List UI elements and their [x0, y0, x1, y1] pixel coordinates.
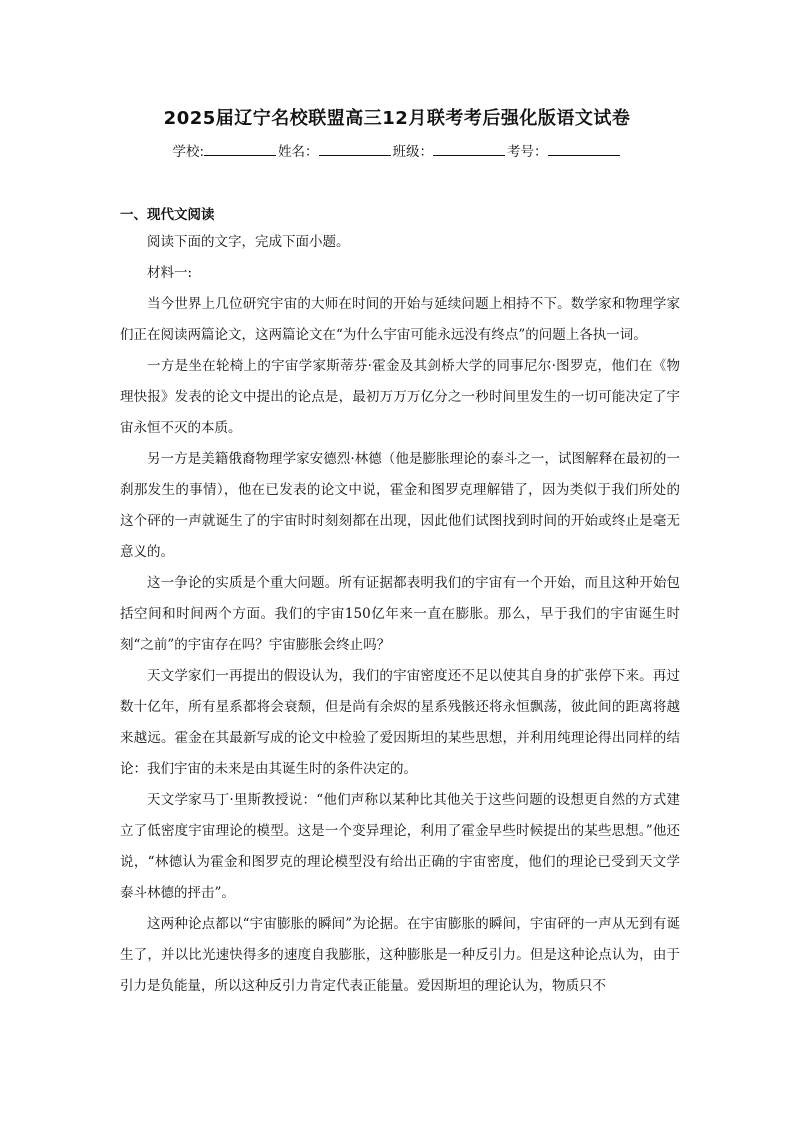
paragraph: 一方是坐在轮椅上的宇宙学家斯蒂芬·霍金及其剑桥大学的同事尼尔·图罗克，他们在《物理快报》发表的论文中提出的论点是，最初万万万亿分之一秒时间里发生的一切可能决定了宇宙永恒不灭的本质。 — [120, 358, 680, 436]
name-label: 姓名： — [278, 144, 319, 160]
paragraph: 天文学家们一再提出的假设认为，我们的宇宙密度还不足以使其自身的扩张停下来。再过数十亿年，所有星系都将会衰颓，但是尚有余烬的星系残骸还将永恒飘荡，彼此间的距离将越来越远。霍金在其最新写成的论文中检验了爱因斯坦的某些思想，并利用纯理论得出同样的结论：我们宇宙的未来是由其诞生时的条件决定的。 — [120, 668, 680, 777]
reading-passage — [120, 227, 680, 1002]
paragraph: 这一争论的实质是个重大问题。所有证据都表明我们的宇宙有一个开始，而且这种开始包括空间和时间两个方面。我们的宇宙150亿年来一直在膨胀。那么，早于我们的宇宙诞生时刻“之前”的宇宙存在吗？宇宙膨胀会终止吗？ — [120, 575, 680, 653]
exam-number-label: 考号： — [507, 144, 548, 160]
student-info-row — [0, 140, 794, 160]
material-label: 材料一: — [147, 265, 193, 281]
exam-number-blank[interactable] — [548, 142, 620, 156]
paragraph: 另一方是美籍俄裔物理学家安德烈·林德（他是膨胀理论的泰斗之一，试图解释在最初的一刹那发生的事情），他在已发表的论文中说，霍金和图罗克理解错了，因为类似于我们所处的这个砰的一声就诞生了的宇宙时时刻刻都在出现，因此他们试图找到时间的开始或终止是毫无意义的。 — [120, 451, 680, 560]
paragraph: 当今世界上几位研究宇宙的大师在时间的开始与延续问题上相持不下。数学家和物理学家们正在阅读两篇论文，这两篇论文在“为什么宇宙可能永远没有终点”的问题上各执一词。 — [120, 296, 680, 343]
class-blank[interactable] — [433, 142, 505, 156]
school-label: 学校: — [172, 144, 205, 160]
instruction: 阅读下面的文字，完成下面小题。 — [147, 234, 350, 250]
exam-title: 2025届辽宁名校联盟高三12月联考考后强化版语文试卷 — [163, 108, 631, 129]
class-label: 班级： — [392, 144, 434, 160]
school-blank[interactable] — [204, 142, 276, 156]
name-blank[interactable] — [319, 142, 391, 156]
paragraph: 天文学家马丁·里斯教授说：“他们声称以某种比其他关于这些问题的设想更自然的方式建立了低密度宇宙理论的模型。这是一个变异理论，利用了霍金早些时候提出的某些思想。”他还说，“林德认为霍金和图罗克的理论模型没有给出正确的宇宙密度，他们的理论已受到天文学泰斗林德的抨击”。 — [120, 792, 680, 901]
paragraph: 这两种论点都以“宇宙膨胀的瞬间”为论据。在宇宙膨胀的瞬间，宇宙砰的一声从无到有诞生了，并以比光速快得多的速度自我膨胀，这种膨胀是一种反引力。但是这种论点认为，由于引力是负能量，所以这种反引力肯定代表正能量。爱因斯坦的理论认为，物质只不 — [120, 916, 680, 994]
section-heading: 一、现代文阅读 — [120, 207, 215, 223]
